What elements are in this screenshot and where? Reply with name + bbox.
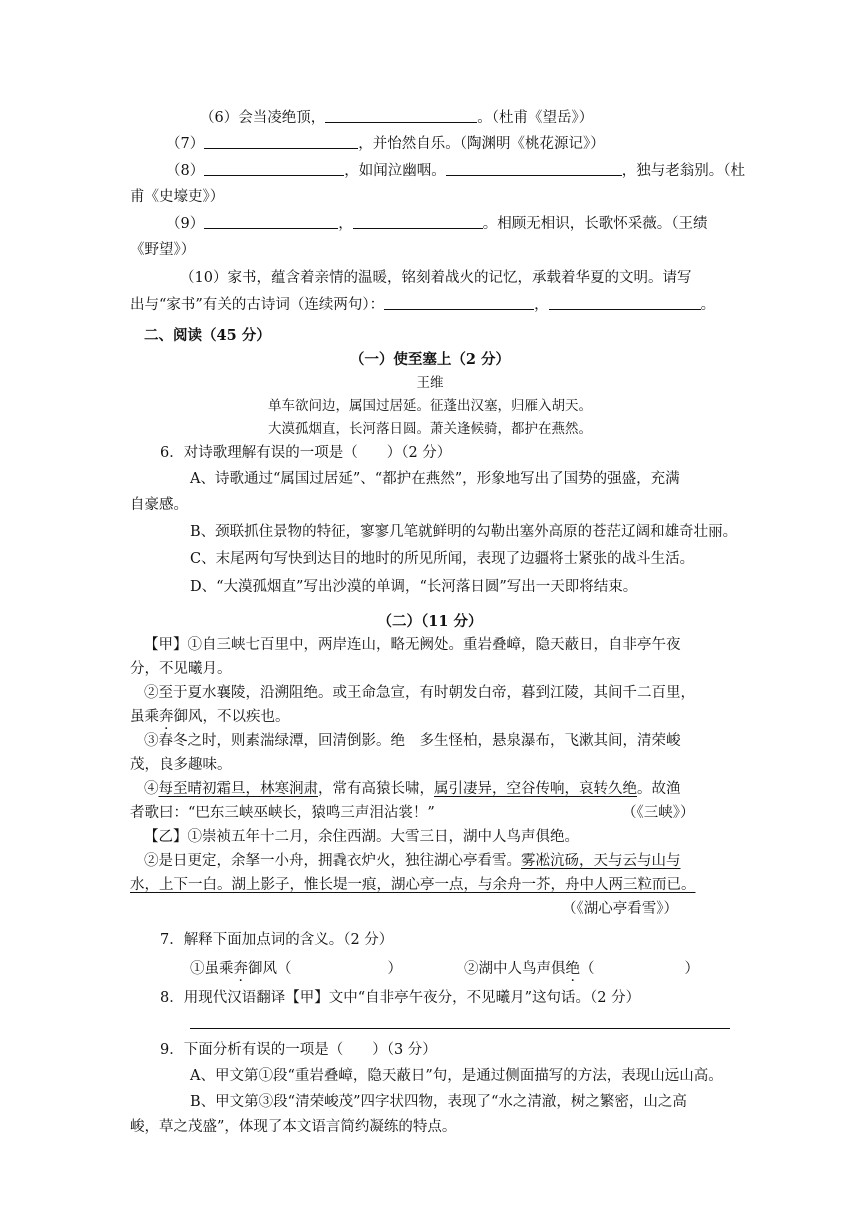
q6-option-c: C、末尾两句写快到达目的地时的所见所闻，表现了边疆将士紧张的战斗生活。: [190, 551, 695, 567]
answer-line[interactable]: [190, 1028, 730, 1029]
q6-option-a: A、诗歌通过“属国过居延”、“都护在燕然”，形象地写出了国势的强盛，充满: [190, 471, 680, 487]
answer-blank[interactable]: [384, 295, 534, 310]
q8-middle: ，如闻泣幽咽。: [344, 163, 446, 179]
answer-blank[interactable]: [204, 161, 344, 176]
text-fragment: 御风，不以疾也。: [173, 709, 290, 725]
answer-blank[interactable]: [204, 214, 338, 229]
text-fragment: 虽乘: [130, 709, 159, 725]
text-yi-paragraph: 【乙】①崇祯五年十二月，余住西湖。大雪三日，湖中人鸟声俱绝。: [144, 829, 579, 845]
dictation-q10-line1: （10）家书，蕴含着亲情的温暖，铭刻着战火的记忆，承载着华夏的文明。请写: [180, 270, 692, 286]
q9-continuation: 《野望》）: [130, 242, 196, 258]
text-fragment: （: [580, 961, 595, 977]
q10-prefix: 出与“家书”有关的古诗词（连续两句）：: [130, 297, 385, 313]
text-jia-paragraph: ②至于夏水襄陵，沿溯阻绝。或王命急宣，有时朝发白帝，暮到江陵，其间千二百里，: [144, 685, 695, 701]
answer-blank[interactable]: [353, 214, 483, 229]
dictation-q6: [200, 108, 593, 128]
q9-prefix: （9）: [166, 216, 205, 232]
q10-suffix: 。: [700, 297, 716, 313]
underlined-sentence: 水，上下一白。湖上影子，惟长堤一痕，湖心亭一点，与余舟一芥，舟中人两三粒而已。: [130, 877, 696, 893]
question-6-stem: 6．对诗歌理解有误的一项是（ ）（2 分）: [160, 445, 452, 461]
q7-item-2: [464, 959, 699, 979]
text-fragment: ②湖中人鸟声俱: [464, 961, 566, 977]
text-jia-paragraph: ③春冬之时，则素湍绿潭，回清倒影。绝 多生怪柏，悬泉瀑布，飞漱其间，清荣峻: [144, 733, 681, 749]
text-yi-paragraph: [144, 851, 681, 871]
q7-item-1: [190, 959, 402, 979]
text-jia-paragraph: 【甲】①自三峡七百里中，两岸连山，略无阙处。重岩叠嶂，隐天蔽日，自非亭午夜: [144, 637, 681, 653]
dotted-word: 绝: [565, 961, 580, 977]
q9-middle: ，: [338, 216, 353, 232]
answer-blank[interactable]: [446, 161, 622, 176]
text-fragment: ）: [387, 961, 402, 977]
dictation-q10-line2: [130, 295, 715, 315]
q9-option-a: A、甲文第①段“重岩叠嶂，隐天蔽日”句，是通过侧面描写的方法，表现山远山高。: [190, 1068, 723, 1084]
underlined-sentence: 雾凇沆砀，天与云与山与: [521, 853, 681, 869]
section-heading-reading: 二、阅读（45 分）: [144, 327, 271, 344]
q6-suffix: 。（杜甫《望岳》）: [477, 110, 594, 126]
q6-option-b: B、颈联抓住景物的特征，寥寥几笔就鲜明的勾勒出塞外高原的苍茫辽阔和雄奇壮丽。: [190, 524, 738, 540]
text-fragment: ④: [144, 781, 159, 797]
text-fragment: 。故渔: [637, 781, 681, 797]
dictation-q8: [166, 161, 745, 181]
poem-line: 大漠孤烟直，长河落日圆。萧关逢候骑，都护在燕然。: [268, 421, 592, 437]
text-fragment: ）: [684, 961, 699, 977]
text-fragment: ①虽乘: [190, 961, 234, 977]
dictation-q7: [166, 134, 605, 154]
text-jia-paragraph: [144, 779, 681, 799]
q9-option-b-cont: 峻，草之茂盛”，体现了本文语言简约凝练的特点。: [130, 1119, 457, 1135]
question-7-stem: 7．解释下面加点词的含义。（2 分）: [160, 932, 394, 948]
q8-prefix: （8）: [166, 163, 205, 179]
text-jia-paragraph: 茂，良多趣味。: [130, 757, 232, 773]
poem-author: 王维: [416, 375, 444, 391]
text-fragment: ，常有高猿长啸，: [318, 781, 434, 797]
text-jia-paragraph: [130, 707, 290, 727]
answer-blank[interactable]: [549, 295, 701, 310]
poem-line: 单车欲问边，属国过居延。征蓬出汉塞，归雁入胡天。: [268, 398, 592, 414]
answer-blank[interactable]: [204, 134, 358, 149]
poem-title: （一）使至塞上（2 分）: [349, 351, 511, 368]
q7-prefix: （7）: [166, 136, 205, 152]
dotted-word: 奔: [159, 709, 174, 725]
text-jia-paragraph: 分，不见曦月。: [130, 661, 232, 677]
underlined-sentence: 每至晴初霜旦，林寒涧肃: [158, 781, 318, 797]
part2-title: （二）（11 分）: [377, 613, 483, 630]
dotted-word: 奔: [233, 961, 248, 977]
q8-continuation: 甫《史壕吏》）: [130, 189, 225, 205]
q7-suffix: ，并怡然自乐。（陶渊明《桃花源记》）: [358, 136, 605, 152]
q6-prefix: （6）会当凌绝顶，: [200, 110, 326, 126]
dictation-q9: [166, 214, 707, 234]
q9-option-b: B、甲文第③段“清荣峻茂”四字状四物，表现了“水之清澈，树之繁密，山之高: [190, 1094, 687, 1110]
q9-suffix: 。相顾无相识，长歌怀采薇。（王绩: [482, 216, 708, 232]
q8-suffix: ，独与老翁别。（杜: [621, 163, 745, 179]
question-8-stem: 8．用现代汉语翻译【甲】文中“自非亭午夜分，不见曦月”这句话。（2 分）: [160, 990, 641, 1006]
text-fragment: 御风（: [248, 961, 292, 977]
question-9-stem: 9．下面分析有误的一项是（ ）（3 分）: [160, 1042, 437, 1058]
source-citation: （《三峡》）: [622, 805, 695, 821]
text-jia-paragraph: 者歌曰：“巴东三峡巫峡长，猿鸣三声泪沾裳！”: [130, 805, 435, 821]
q6-option-a-cont: 自豪感。: [130, 497, 188, 513]
text-fragment: ②是日更定，余拏一小舟，拥毳衣炉火，独往湖心亭看雪。: [144, 853, 521, 869]
q10-middle: ，: [534, 297, 549, 313]
underlined-sentence: 属引凄异，空谷传响，哀转久绝: [434, 781, 637, 797]
answer-blank[interactable]: [325, 108, 477, 123]
source-citation: （《湖心亭看雪》）: [562, 901, 678, 917]
q6-option-d: D、“大漠孤烟直”写出沙漠的单调，“长河落日圆”写出一天即将结束。: [190, 579, 638, 595]
